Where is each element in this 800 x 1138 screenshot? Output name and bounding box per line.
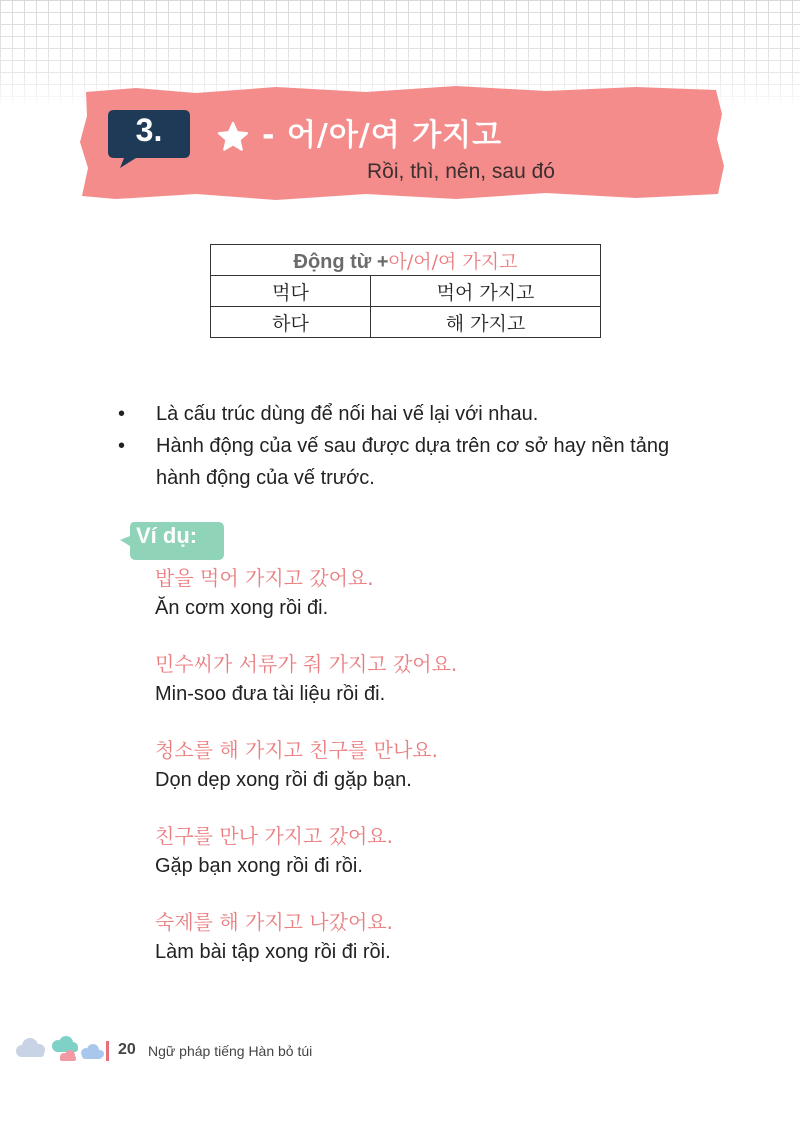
example-item bbox=[155, 735, 755, 821]
grammar-meaning: Rồi, thì, nên, sau đó bbox=[367, 160, 555, 183]
example-item bbox=[155, 649, 755, 735]
page-number: 20 bbox=[118, 1041, 136, 1058]
clouds-icon bbox=[14, 1034, 104, 1064]
conjugation-table bbox=[210, 244, 601, 338]
star-icon bbox=[216, 120, 250, 154]
table-row bbox=[211, 276, 601, 307]
bullet-icon: • bbox=[118, 435, 126, 457]
example-list bbox=[155, 563, 755, 993]
example-item bbox=[155, 563, 755, 649]
example-vietnamese: Làm bài tập xong rồi đi rồi. bbox=[155, 941, 391, 963]
book-title: Ngữ pháp tiếng Hàn bỏ túi bbox=[148, 1043, 313, 1059]
table-header-row bbox=[211, 245, 601, 276]
example-item bbox=[155, 907, 755, 993]
section-number: 3. bbox=[135, 112, 163, 148]
footer-divider bbox=[106, 1041, 109, 1061]
example-korean: 친구를 만나 가지고 갔어요. bbox=[155, 824, 393, 848]
table-cell-conjugated: 먹어 가지고 bbox=[371, 276, 601, 307]
example-item bbox=[155, 821, 755, 907]
table-header-cell bbox=[211, 245, 601, 276]
table-cell-verb: 먹다 bbox=[211, 276, 371, 307]
example-label: Ví dụ: bbox=[136, 523, 198, 548]
example-korean: 민수씨가 서류가 줘 가지고 갔어요. bbox=[155, 652, 458, 676]
example-korean: 숙제를 해 가지고 나갔어요. bbox=[155, 910, 393, 934]
example-korean: 밥을 먹어 가지고 갔어요. bbox=[155, 566, 374, 590]
section-banner bbox=[76, 84, 726, 202]
example-korean: 청소를 해 가지고 친구를 만나요. bbox=[155, 738, 438, 762]
table-row bbox=[211, 307, 601, 338]
list-item: • Hành động của vế sau được dựa trên cơ sở hay nền tảng hành động của vế trước. bbox=[118, 430, 718, 494]
table-cell-conjugated: 해 가지고 bbox=[371, 307, 601, 338]
grammar-title: - 어/아/여 가지고 bbox=[262, 118, 503, 153]
bullet-icon: • bbox=[118, 403, 126, 425]
example-vietnamese: Dọn dẹp xong rồi đi gặp bạn. bbox=[155, 769, 412, 791]
table-header-suffix: 아/어/여 가지고 bbox=[388, 250, 518, 273]
table-cell-verb: 하다 bbox=[211, 307, 371, 338]
usage-notes bbox=[118, 398, 718, 494]
table-header-label: Động từ + bbox=[293, 250, 389, 273]
list-item: • Là cấu trúc dùng để nối hai vế lại với nhau. bbox=[118, 398, 718, 430]
example-vietnamese: Min-soo đưa tài liệu rồi đi. bbox=[155, 683, 386, 705]
example-vietnamese: Gặp bạn xong rồi đi rồi. bbox=[155, 855, 363, 877]
example-vietnamese: Ăn cơm xong rồi đi. bbox=[155, 597, 329, 619]
